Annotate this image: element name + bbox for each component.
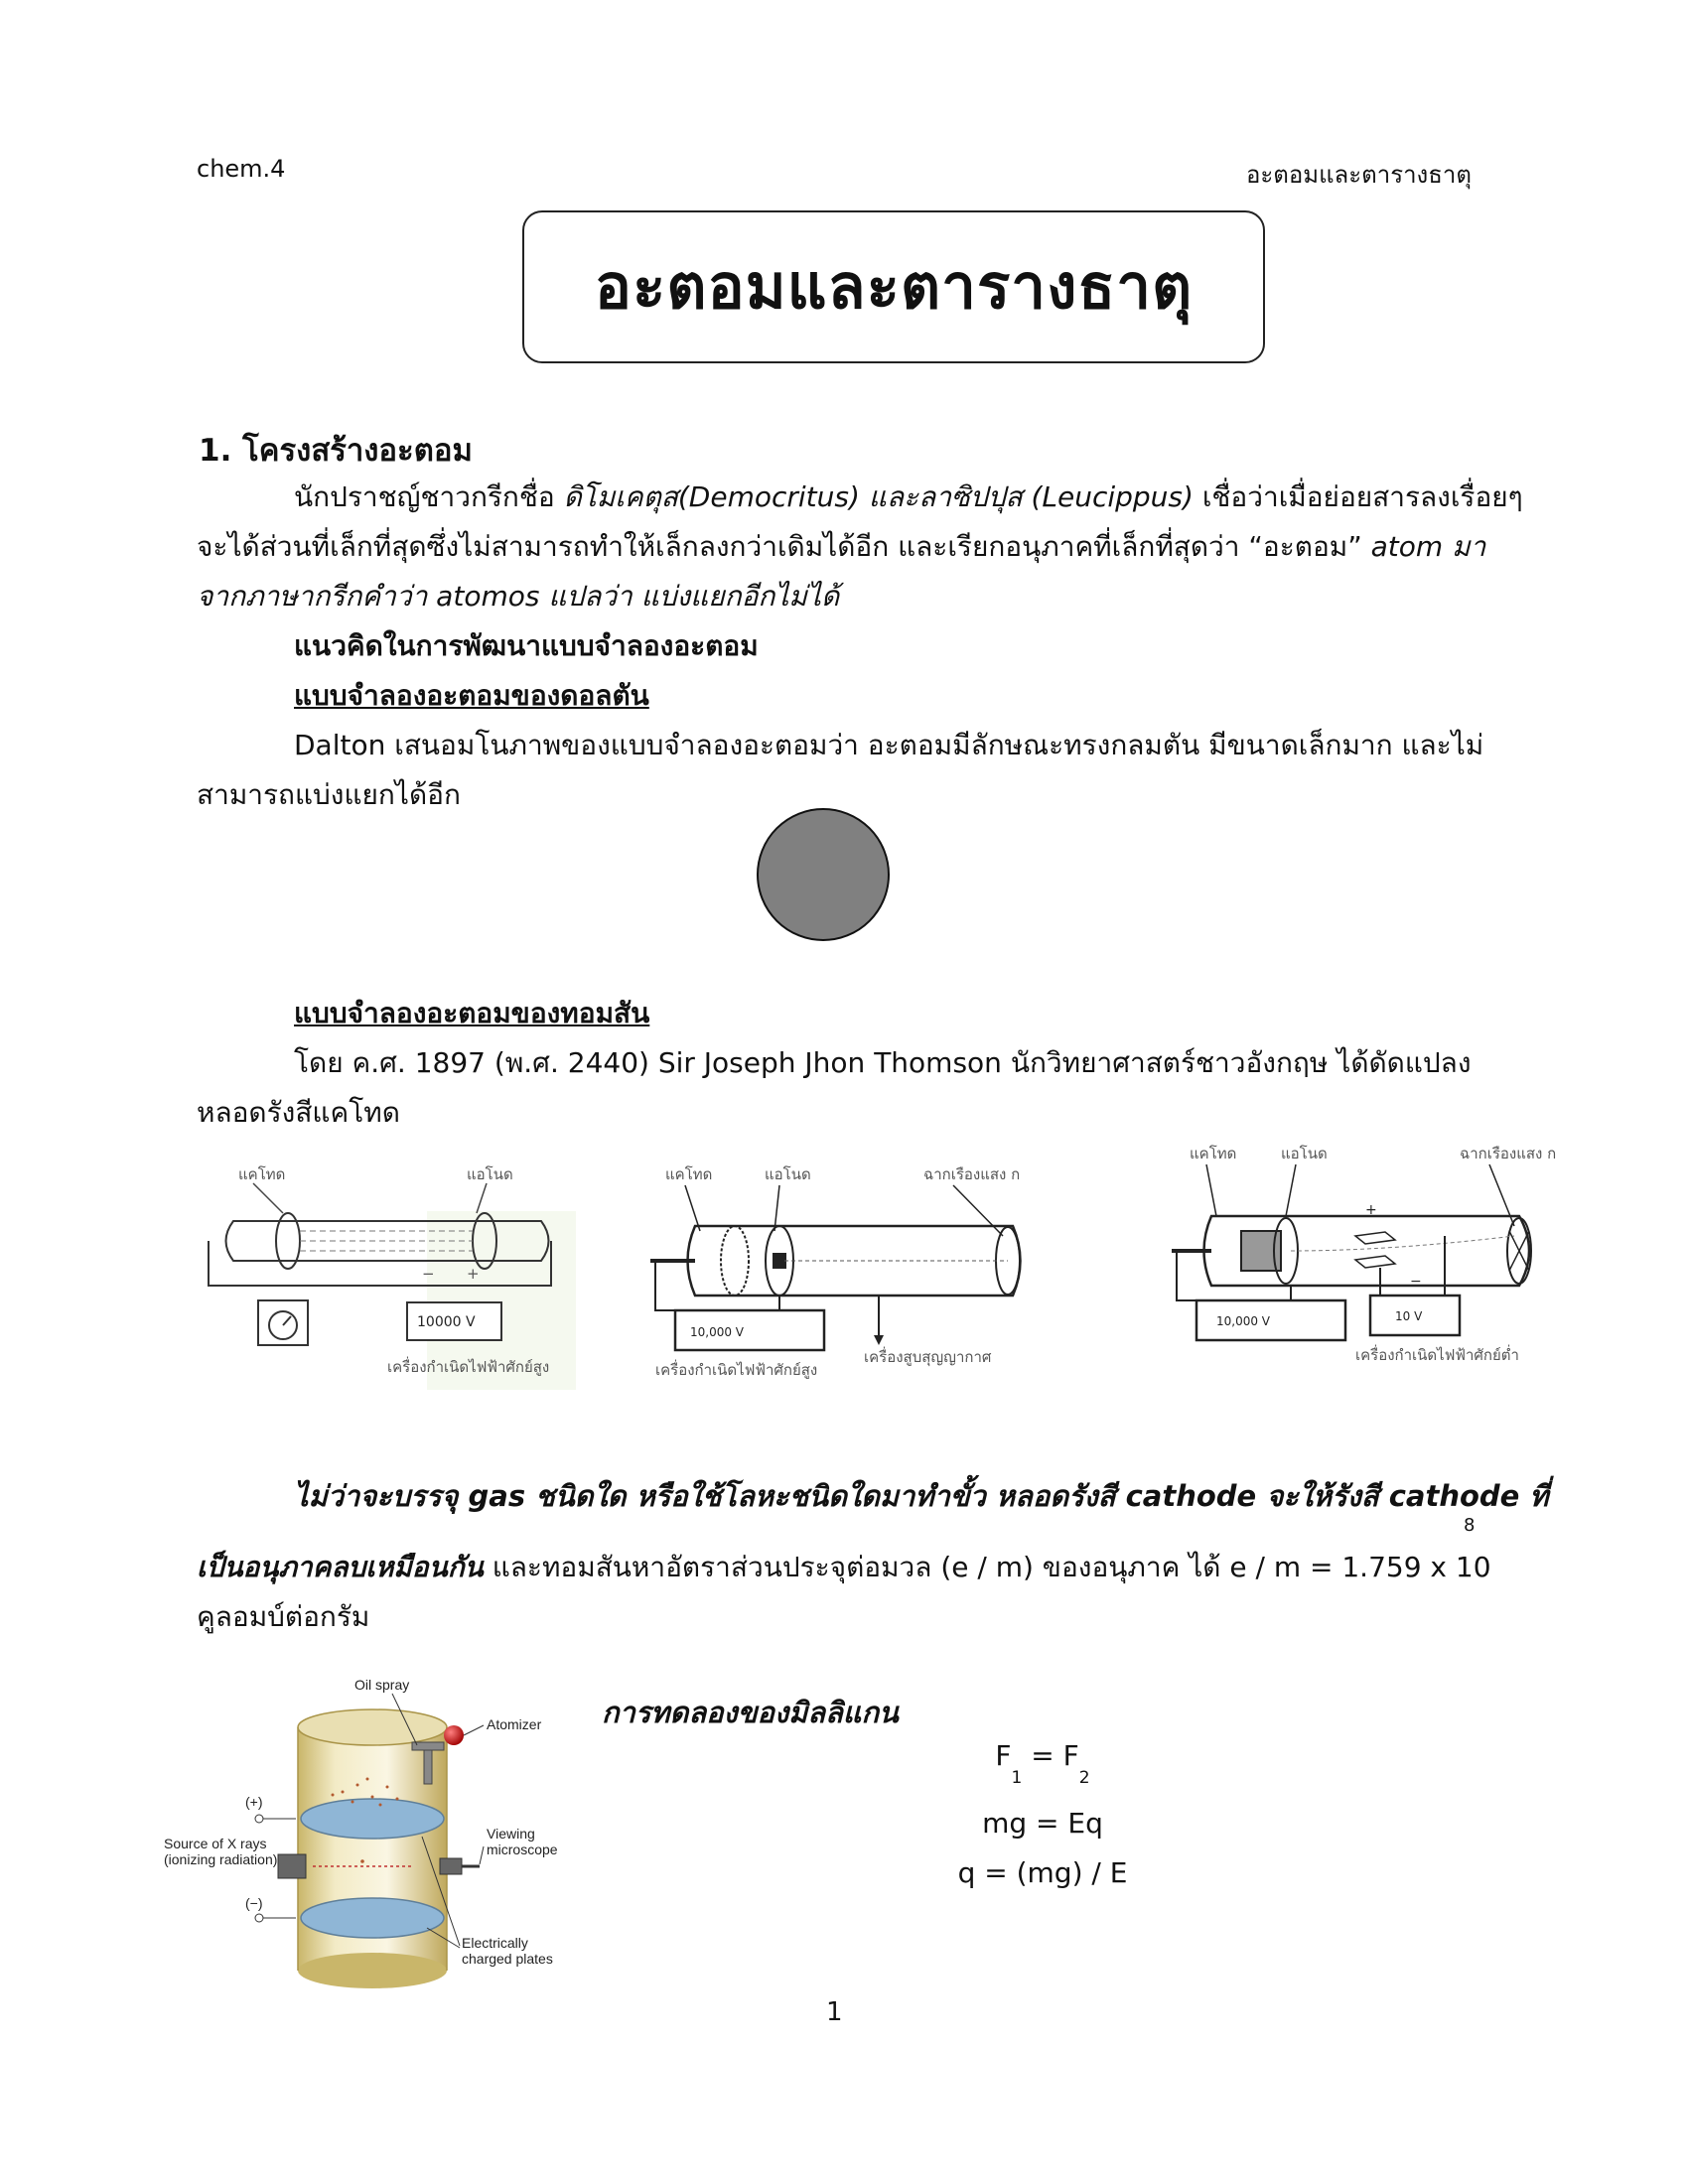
tube3-cathode-label: แคโทด	[1190, 1145, 1237, 1162]
tube3-caption: เครื่องกำเนิดไฟฟ้าศักย์ต่ำ	[1355, 1346, 1519, 1364]
intro-line-3: จากภาษากรีกคำว่า atomos แปลว่า แบ่งแยกอีกไม่ได้	[197, 580, 840, 613]
tube3-minus: −	[1410, 1274, 1422, 1290]
equation-mg-eq: mg = Eq	[982, 1807, 1103, 1840]
page-number: 1	[826, 1997, 843, 2027]
intro-text: นักปราชญ์ชาวกรีกชื่อ	[294, 480, 564, 513]
minus-terminal-label: (−)	[245, 1895, 263, 1911]
xray-source-label-2: (ionizing radiation)	[164, 1851, 278, 1867]
tube1-caption: เครื่องกำเนิดไฟฟ้าศักย์สูง	[387, 1358, 550, 1376]
tube1-voltage: 10000 V	[417, 1314, 476, 1330]
header-right: อะตอมและตารางธาตุ	[1245, 161, 1472, 189]
eq1-sub-2: 2	[1078, 1768, 1090, 1788]
millikan-heading: การทดลองของมิลลิแกน	[602, 1696, 899, 1729]
xray-source-label-1: Source of X rays	[164, 1836, 267, 1851]
tube1-minus: −	[422, 1265, 435, 1283]
title-box	[522, 210, 1265, 363]
viewing-label-1: Viewing	[487, 1826, 535, 1842]
plates-label-1: Electrically	[462, 1935, 528, 1951]
millikan-apparatus-figure	[164, 1668, 581, 1995]
tube2-pump: เครื่องสูบสุญญากาศ	[864, 1348, 992, 1366]
tube3-voltage-low: 10 V	[1395, 1309, 1423, 1323]
philosophers: ดิโมเคตุส(Democritus) และลาซิปปุส (Leucippus)	[563, 480, 1194, 513]
tube3-anode-label: แอโนด	[1281, 1145, 1328, 1162]
tube3-voltage-high: 10,000 V	[1216, 1314, 1271, 1328]
dalton-line-1: Dalton เสนอมโนภาพของแบบจำลองอะตอมว่า อะตอมมีลักษณะทรงกลมตัน มีขนาดเล็กมาก และไม่	[294, 729, 1484, 761]
dalton-line-2: สามารถแบ่งแยกได้อีก	[197, 778, 461, 811]
tube2-caption: เครื่องกำเนิดไฟฟ้าศักย์สูง	[655, 1361, 818, 1379]
dalton-heading: แบบจำลองอะตอมของดอลตัน	[294, 679, 649, 712]
charge-mass-ratio: และทอมสันหาอัตราส่วนประจุต่อมวล (e / m) ของอนุภาค ได้ e / m = 1.759 x 10	[483, 1551, 1491, 1583]
concept-heading: แนวคิดในการพัฒนาแบบจำลองอะตอม	[294, 629, 759, 662]
equation-charge: q = (mg) / E	[957, 1856, 1128, 1889]
thomson-line-1: โดย ค.ศ. 1897 (พ.ศ. 2440) Sir Joseph Jhon Thomson นักวิทยาศาสตร์ชาวอังกฤษ ได้ดัดแปลง	[294, 1046, 1472, 1079]
cathode-tube-figure-3	[1172, 1137, 1589, 1395]
cathode-line-2	[197, 1543, 1491, 1592]
header-left: chem.4	[197, 155, 286, 183]
intro-atom: atom มา	[1370, 530, 1486, 563]
tube1-cathode-label: แคโทด	[238, 1165, 286, 1183]
tube1-plus: +	[467, 1265, 480, 1283]
viewing-label-2: microscope	[487, 1842, 558, 1857]
tube3-plus: +	[1365, 1202, 1377, 1218]
cathode-line-3: คูลอมบ์ต่อกรัม	[197, 1600, 370, 1633]
tube3-screen-label: ฉากเรืองแสง ก	[1460, 1145, 1557, 1162]
tube2-screen-label: ฉากเรืองแสง ก	[923, 1165, 1021, 1183]
plus-terminal-label: (+)	[245, 1794, 263, 1810]
intro-line-2	[197, 522, 1485, 572]
tube2-anode-label: แอโนด	[765, 1165, 811, 1183]
tube1-anode-label: แอโนด	[467, 1165, 513, 1183]
negative-particle-text: เป็นอนุภาคลบเหมือนกัน	[197, 1551, 484, 1583]
eq1-f2: = F	[1022, 1739, 1079, 1772]
atomizer-label: Atomizer	[487, 1716, 542, 1732]
exponent: 8	[1464, 1515, 1476, 1536]
dalton-sphere	[757, 808, 890, 941]
intro-text-2: จะได้ส่วนที่เล็กที่สุดซึ่งไม่สามารถทำให้เล็กลงกว่าเดิมได้อีก และเรียกอนุภาคที่เล็กที่สุดว่า “อะตอม”	[197, 530, 1371, 563]
oil-spray-label: Oil spray	[354, 1677, 410, 1693]
eq1-f1: F	[995, 1739, 1012, 1772]
equation-force-balance	[894, 1739, 1192, 1788]
section-heading: 1. โครงสร้างอะตอม	[199, 433, 473, 469]
cathode-line-1: ไม่ว่าจะบรรจุ gas ชนิดใด หรือใช้โลหะชนิดใดมาทำขั้ว หลอดรังสี cathode จะให้รังสี cathode ที่	[294, 1479, 1549, 1513]
thomson-line-2: หลอดรังสีแคโทด	[197, 1096, 400, 1129]
tube2-voltage: 10,000 V	[690, 1325, 745, 1339]
tube2-cathode-label: แคโทด	[665, 1165, 713, 1183]
intro-line-1	[294, 473, 1523, 522]
cathode-tube-figure-1	[199, 1152, 576, 1400]
intro-text-end: เชื่อว่าเมื่อย่อยสารลงเรื่อยๆ	[1193, 480, 1523, 513]
thomson-heading: แบบจำลองอะตอมของทอมสัน	[294, 997, 650, 1029]
plates-label-2: charged plates	[462, 1951, 553, 1967]
page-title: อะตอมและตารางธาตุ	[594, 250, 1194, 323]
cathode-tube-figure-2	[635, 1152, 1053, 1400]
eq1-sub-1: 1	[1011, 1768, 1023, 1788]
